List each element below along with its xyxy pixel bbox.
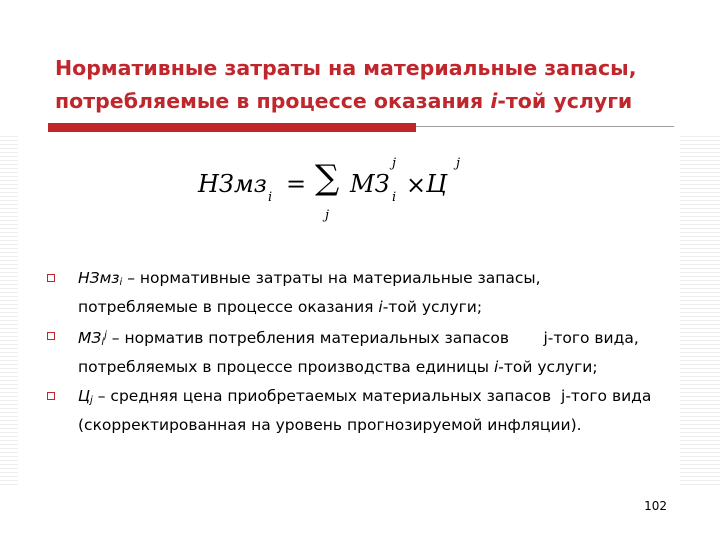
- title-underline-accent: [48, 123, 416, 132]
- definition-term: Ц: [78, 387, 91, 405]
- definition-line-1: [78, 384, 676, 413]
- formula-sigma: ∑: [315, 158, 340, 198]
- definition-item: [46, 266, 676, 319]
- definition-text: -той услуги;: [498, 358, 598, 376]
- title-line-2-text: потребляемые в процессе оказания: [55, 89, 491, 113]
- definition-text: – средняя цена приобретаемых материальных запасов j-того вида: [92, 387, 652, 405]
- title-line-2-suffix: -той услуги: [497, 89, 633, 113]
- definition-text: потребляемых в процессе производства единицы: [78, 358, 494, 376]
- formula-term2-superscript: j: [456, 156, 461, 171]
- formula-times: ×: [406, 171, 427, 199]
- formula: [0, 150, 720, 240]
- title-line-2: [55, 85, 695, 118]
- title-underline-rule: [416, 126, 674, 127]
- formula-sigma-subscript: j: [325, 208, 330, 223]
- definition-term-subscript: i: [119, 277, 123, 288]
- definition-text: – нормативные затраты на материальные запасы,: [122, 269, 541, 287]
- definition-text: -той услуги;: [382, 298, 483, 316]
- definition-line-1: [78, 324, 676, 355]
- definition-term-subscript: i: [101, 337, 105, 348]
- definitions-list: [46, 266, 676, 442]
- definition-line-2: (скорректированная на уровень прогнозируемой инфляции).: [78, 416, 582, 434]
- definition-index: i: [493, 358, 499, 376]
- definition-text: – норматив потребления материальных запасов j-того вида,: [106, 329, 639, 347]
- definition-term: НЗмз: [78, 269, 120, 287]
- bullet-square-icon: [47, 392, 55, 400]
- definition-index: i: [378, 298, 383, 316]
- formula-term1-superscript: j: [392, 156, 397, 171]
- formula-equals: =: [286, 170, 307, 198]
- definition-line-2: [78, 355, 676, 379]
- definition-line-2: [78, 295, 676, 319]
- bullet-square-icon: [47, 274, 55, 282]
- formula-lhs-subscript: i: [268, 190, 273, 205]
- bullet-square-icon: [47, 332, 55, 340]
- page-number: 102: [644, 499, 667, 513]
- slide-title: [55, 52, 695, 118]
- formula-term2: Ц: [426, 170, 447, 198]
- title-line-1: Нормативные затраты на материальные запасы,: [55, 56, 637, 80]
- title-line-2-index: i: [490, 89, 498, 113]
- formula-term1: МЗ: [350, 170, 390, 198]
- definition-item: [46, 324, 676, 379]
- formula-lhs: НЗмз: [198, 170, 267, 198]
- definition-line-1: [78, 266, 676, 295]
- definition-term-superscript: j: [104, 330, 107, 341]
- definition-item: [46, 384, 676, 437]
- definition-text: потребляемые в процессе оказания: [78, 298, 379, 316]
- definition-term: МЗ: [78, 329, 102, 347]
- definition-term-subscript: j: [90, 395, 93, 406]
- formula-term1-subscript: i: [392, 190, 397, 205]
